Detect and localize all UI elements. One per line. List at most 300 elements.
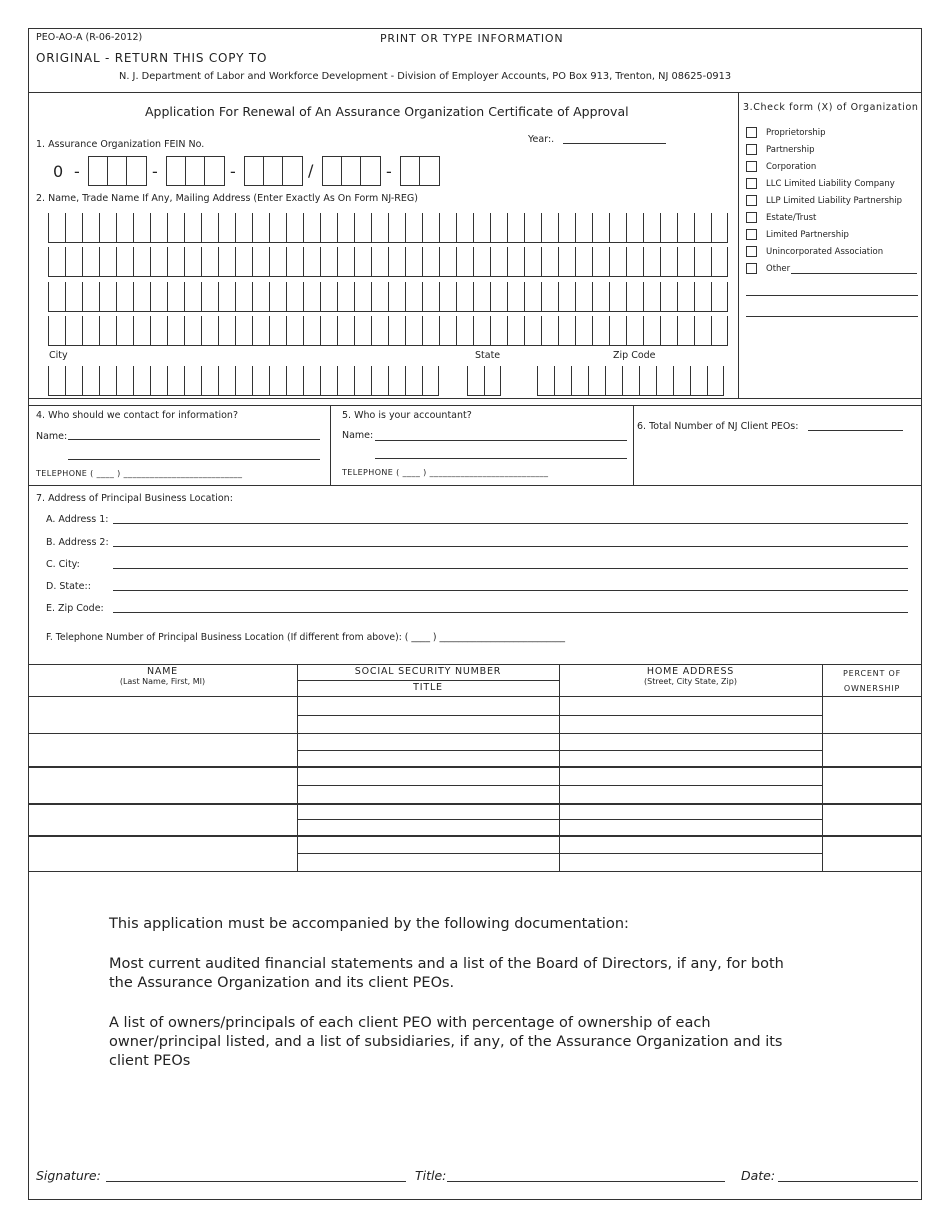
contact-name-input[interactable]: [68, 439, 320, 440]
char-cell[interactable]: [201, 247, 218, 277]
char-cell[interactable]: [558, 213, 575, 243]
char-cell[interactable]: [354, 366, 371, 396]
org-form-checkbox[interactable]: [746, 127, 757, 138]
char-cell[interactable]: [388, 366, 405, 396]
char-cell[interactable]: [252, 366, 269, 396]
signature-input[interactable]: [106, 1181, 406, 1182]
col-ssn-header: SOCIAL SECURITY NUMBER: [354, 666, 502, 677]
table-row[interactable]: [28, 835, 922, 871]
char-cell[interactable]: [626, 247, 643, 277]
org-form-option-label: Partnership: [766, 145, 815, 155]
state-cells[interactable]: [467, 366, 501, 396]
char-cell[interactable]: [575, 316, 592, 346]
org-form-option-label: Estate/Trust: [766, 213, 817, 223]
char-cell[interactable]: [150, 316, 167, 346]
char-cell[interactable]: [116, 247, 133, 277]
char-cell[interactable]: [524, 213, 541, 243]
char-cell[interactable]: [218, 316, 235, 346]
char-cell[interactable]: [184, 282, 201, 312]
char-cell[interactable]: [167, 282, 184, 312]
char-cell[interactable]: [711, 282, 728, 312]
char-cell[interactable]: [609, 213, 626, 243]
contact-name-label: Name:: [36, 431, 68, 442]
char-cell[interactable]: [65, 316, 82, 346]
char-cell[interactable]: [65, 213, 82, 243]
principal-address-field-input[interactable]: [113, 523, 908, 524]
accountant-heading: 5. Who is your accountant?: [342, 410, 472, 421]
char-cell[interactable]: [694, 282, 711, 312]
char-cell[interactable]: [337, 213, 354, 243]
char-cell[interactable]: [558, 247, 575, 277]
char-cell[interactable]: [707, 366, 724, 396]
char-cell[interactable]: [473, 316, 490, 346]
documentation-item-2: A list of owners/principals of each client PEO with percentage of ownership of each owner/principal listed, and a list of subsidiaries, if any, of the Assurance Organization and its client PEOs: [109, 1015, 783, 1069]
char-cell[interactable]: [252, 247, 269, 277]
char-cell[interactable]: [269, 282, 286, 312]
char-cell[interactable]: [388, 213, 405, 243]
form-id: PEO-AO-A (R-06-2012): [36, 32, 143, 43]
char-cell[interactable]: [456, 316, 473, 346]
char-cell[interactable]: [575, 247, 592, 277]
char-cell[interactable]: [82, 282, 99, 312]
contact-telephone[interactable]: TELEPHONE ( ____ ) ___________________________: [36, 469, 243, 478]
date-label: Date:: [741, 1168, 776, 1183]
fein-field-4[interactable]: [322, 156, 381, 186]
char-cell[interactable]: [524, 316, 541, 346]
char-cell[interactable]: [99, 366, 116, 396]
char-cell[interactable]: [337, 316, 354, 346]
char-cell[interactable]: [150, 282, 167, 312]
char-cell[interactable]: [422, 366, 439, 396]
char-cell[interactable]: [218, 213, 235, 243]
char-cell[interactable]: [99, 282, 116, 312]
char-cell[interactable]: [371, 366, 388, 396]
char-cell[interactable]: [422, 282, 439, 312]
char-cell[interactable]: [48, 213, 65, 243]
org-form-checkbox[interactable]: [746, 178, 757, 189]
char-cell[interactable]: [405, 366, 422, 396]
char-cell[interactable]: [48, 366, 65, 396]
char-cell[interactable]: [184, 247, 201, 277]
char-cell[interactable]: [541, 213, 558, 243]
char-cell[interactable]: [218, 282, 235, 312]
char-cell[interactable]: [405, 316, 422, 346]
char-cell[interactable]: [537, 366, 554, 396]
char-cell[interactable]: [711, 213, 728, 243]
char-cell[interactable]: [286, 213, 303, 243]
char-cell[interactable]: [184, 213, 201, 243]
char-cell[interactable]: [626, 316, 643, 346]
section-divider: [28, 871, 922, 872]
documentation-item-1: Most current audited financial statements and a list of the Board of Directors, if any, for both the Assurance Organization and its client PEOs.: [109, 956, 784, 991]
char-cell[interactable]: [303, 316, 320, 346]
char-cell[interactable]: [541, 247, 558, 277]
char-cell[interactable]: [677, 247, 694, 277]
char-cell[interactable]: [235, 366, 252, 396]
char-cell[interactable]: [422, 316, 439, 346]
char-cell[interactable]: [507, 213, 524, 243]
char-cell[interactable]: [609, 282, 626, 312]
accountant-name-input-2[interactable]: [375, 458, 627, 459]
fein-prefix: 0: [53, 162, 64, 181]
char-cell[interactable]: [354, 247, 371, 277]
contact-name-input-2[interactable]: [68, 459, 320, 460]
accountant-telephone[interactable]: TELEPHONE ( ____ ) ___________________________: [342, 468, 549, 477]
char-cell[interactable]: [184, 366, 201, 396]
char-cell[interactable]: [405, 247, 422, 277]
org-form-option-label: Unincorporated Association: [766, 247, 884, 257]
char-cell[interactable]: [48, 247, 65, 277]
char-cell[interactable]: [456, 213, 473, 243]
principal-address-heading: 7. Address of Principal Business Location:: [36, 493, 233, 504]
principal-address-field-input[interactable]: [113, 590, 908, 591]
char-cell[interactable]: [490, 213, 507, 243]
char-cell[interactable]: [371, 282, 388, 312]
accountant-name-label: Name:: [342, 430, 374, 441]
char-cell[interactable]: [558, 282, 575, 312]
principal-address-field-label: E. Zip Code:: [46, 603, 104, 614]
char-cell[interactable]: [660, 213, 677, 243]
org-form-checkbox[interactable]: [746, 246, 757, 257]
state-label: State: [475, 350, 501, 361]
header-divider: [28, 92, 922, 93]
char-cell[interactable]: [320, 282, 337, 312]
principal-address-field-label: B. Address 2:: [46, 537, 109, 548]
char-cell[interactable]: [354, 316, 371, 346]
char-cell[interactable]: [82, 247, 99, 277]
original-note: ORIGINAL - RETURN THIS COPY TO: [36, 51, 268, 65]
char-cell[interactable]: [388, 247, 405, 277]
char-cell[interactable]: [371, 213, 388, 243]
char-cell[interactable]: [354, 282, 371, 312]
char-cell[interactable]: [677, 316, 694, 346]
char-cell[interactable]: [626, 282, 643, 312]
section-divider: [28, 485, 922, 486]
org-form-checkbox[interactable]: [746, 229, 757, 240]
fein-dash: -: [386, 162, 392, 181]
char-cell[interactable]: [133, 366, 150, 396]
fein-field-5[interactable]: [400, 156, 440, 186]
char-cell[interactable]: [337, 366, 354, 396]
char-cell[interactable]: [639, 366, 656, 396]
name-address-label: 2. Name, Trade Name If Any, Mailing Address (Enter Exactly As On Form NJ-REG): [36, 193, 418, 204]
char-cell[interactable]: [116, 316, 133, 346]
char-cell[interactable]: [660, 316, 677, 346]
char-cell[interactable]: [456, 282, 473, 312]
char-cell[interactable]: [269, 213, 286, 243]
char-cell[interactable]: [371, 247, 388, 277]
char-cell[interactable]: [643, 316, 660, 346]
col-title-header: TITLE: [413, 682, 443, 693]
city-label: City: [49, 350, 68, 361]
char-cell[interactable]: [541, 282, 558, 312]
char-cell[interactable]: [588, 366, 605, 396]
char-cell[interactable]: [337, 247, 354, 277]
section-divider: [28, 405, 922, 406]
section-divider: [28, 398, 922, 399]
accountant-name-input[interactable]: [375, 440, 627, 441]
char-cell[interactable]: [456, 247, 473, 277]
char-cell[interactable]: [252, 316, 269, 346]
char-cell[interactable]: [524, 247, 541, 277]
char-cell[interactable]: [609, 316, 626, 346]
char-cell[interactable]: [116, 213, 133, 243]
org-form-checkbox[interactable]: [746, 144, 757, 155]
name-address-line-2[interactable]: [48, 247, 728, 277]
name-address-line-4[interactable]: [48, 316, 728, 346]
char-cell[interactable]: [235, 316, 252, 346]
char-cell[interactable]: [303, 282, 320, 312]
char-cell[interactable]: [150, 366, 167, 396]
fein-dash: -: [230, 162, 236, 181]
principal-address-field-label: C. City:: [46, 559, 80, 570]
char-cell[interactable]: [218, 366, 235, 396]
char-cell[interactable]: [439, 282, 456, 312]
char-cell[interactable]: [605, 366, 622, 396]
section-divider: [28, 664, 922, 665]
char-cell[interactable]: [507, 316, 524, 346]
char-cell[interactable]: [133, 213, 150, 243]
char-cell[interactable]: [252, 213, 269, 243]
char-cell[interactable]: [673, 366, 690, 396]
char-cell[interactable]: [48, 316, 65, 346]
org-form-option-label: Limited Partnership: [766, 230, 849, 240]
principal-telephone[interactable]: F. Telephone Number of Principal Business Location (If different from above): ( ____ ) ___________________________: [46, 632, 566, 643]
char-cell[interactable]: [99, 213, 116, 243]
char-cell[interactable]: [235, 247, 252, 277]
char-cell[interactable]: [660, 247, 677, 277]
char-cell[interactable]: [439, 213, 456, 243]
char-cell[interactable]: [99, 247, 116, 277]
char-cell[interactable]: [201, 213, 218, 243]
documentation-intro: This application must be accompanied by the following documentation:: [109, 916, 629, 932]
char-cell[interactable]: [677, 282, 694, 312]
char-cell[interactable]: [467, 366, 484, 396]
other-extra-line-2[interactable]: [746, 316, 918, 317]
char-cell[interactable]: [320, 213, 337, 243]
char-cell[interactable]: [65, 366, 82, 396]
char-cell[interactable]: [575, 213, 592, 243]
org-form-divider: [738, 92, 739, 398]
char-cell[interactable]: [133, 247, 150, 277]
org-form-option-label: LLC Limited Liability Company: [766, 179, 895, 189]
col-name-header: [28, 666, 297, 686]
principal-address-field-input[interactable]: [113, 546, 908, 547]
char-cell[interactable]: [218, 247, 235, 277]
char-cell[interactable]: [711, 316, 728, 346]
contact-heading: 4. Who should we contact for information?: [36, 410, 238, 421]
char-cell[interactable]: [150, 247, 167, 277]
char-cell[interactable]: [422, 213, 439, 243]
char-cell[interactable]: [643, 247, 660, 277]
year-label: Year:.: [528, 134, 555, 145]
char-cell[interactable]: [201, 366, 218, 396]
char-cell[interactable]: [622, 366, 639, 396]
char-cell[interactable]: [303, 366, 320, 396]
col-divider: [633, 405, 634, 485]
col-percent-header: [822, 666, 922, 696]
char-cell[interactable]: [592, 282, 609, 312]
col-name-label: NAME: [146, 666, 178, 677]
char-cell[interactable]: [201, 282, 218, 312]
department-address: N. J. Department of Labor and Workforce Development - Division of Employer Accounts, PO Box 913, Trenton, NJ 08625-0913: [119, 71, 732, 82]
char-cell[interactable]: [235, 213, 252, 243]
fein-label: 1. Assurance Organization FEIN No.: [36, 139, 205, 150]
char-cell[interactable]: [286, 366, 303, 396]
char-cell[interactable]: [643, 213, 660, 243]
char-cell[interactable]: [626, 213, 643, 243]
char-cell[interactable]: [184, 316, 201, 346]
char-cell[interactable]: [558, 316, 575, 346]
char-cell[interactable]: [116, 366, 133, 396]
principal-address-field-label: D. State::: [46, 581, 91, 592]
col-divider: [330, 405, 331, 485]
char-cell[interactable]: [422, 247, 439, 277]
form-title: Application For Renewal of An Assurance Organization Certificate of Approval: [145, 104, 629, 119]
char-cell[interactable]: [99, 316, 116, 346]
char-cell[interactable]: [507, 282, 524, 312]
col-address-label: HOME ADDRESS: [646, 666, 735, 677]
year-input[interactable]: [563, 143, 666, 144]
name-address-line-3[interactable]: [48, 282, 728, 312]
org-form-checkbox[interactable]: [746, 161, 757, 172]
char-cell[interactable]: [167, 213, 184, 243]
org-form-checkbox[interactable]: [746, 195, 757, 206]
char-cell[interactable]: [371, 316, 388, 346]
char-cell[interactable]: [150, 213, 167, 243]
char-cell[interactable]: [320, 366, 337, 396]
col-percent-label-2: OWNERSHIP: [843, 684, 901, 693]
table-row[interactable]: [28, 766, 922, 803]
char-cell[interactable]: [405, 213, 422, 243]
char-cell[interactable]: [592, 213, 609, 243]
org-form-option-label: Corporation: [766, 162, 817, 172]
char-cell[interactable]: [571, 366, 588, 396]
fein-field-3[interactable]: [244, 156, 303, 186]
char-cell[interactable]: [320, 247, 337, 277]
char-cell[interactable]: [473, 282, 490, 312]
char-cell[interactable]: [677, 213, 694, 243]
city-cells[interactable]: [48, 366, 439, 396]
char-cell[interactable]: [133, 282, 150, 312]
char-cell[interactable]: [592, 247, 609, 277]
char-cell[interactable]: [609, 247, 626, 277]
char-cell[interactable]: [490, 282, 507, 312]
principal-address-field-input[interactable]: [113, 568, 908, 569]
signature-label: Signature:: [36, 1168, 101, 1183]
char-cell[interactable]: [167, 247, 184, 277]
char-cell[interactable]: [541, 316, 558, 346]
char-cell[interactable]: [303, 213, 320, 243]
org-form-checkbox[interactable]: [746, 212, 757, 223]
fein-dash: -: [74, 162, 80, 181]
char-cell[interactable]: [167, 316, 184, 346]
char-cell[interactable]: [643, 282, 660, 312]
char-cell[interactable]: [439, 316, 456, 346]
char-cell[interactable]: [711, 247, 728, 277]
char-cell[interactable]: [575, 282, 592, 312]
total-peos-input[interactable]: [808, 430, 903, 431]
zip-cells[interactable]: [537, 366, 724, 396]
char-cell[interactable]: [524, 282, 541, 312]
char-cell[interactable]: [694, 247, 711, 277]
other-extra-line-1[interactable]: [746, 295, 918, 296]
org-form-heading: 3.Check form (X) of Organization: [743, 102, 919, 113]
char-cell[interactable]: [286, 316, 303, 346]
char-cell[interactable]: [694, 213, 711, 243]
char-cell[interactable]: [252, 282, 269, 312]
char-cell[interactable]: [286, 282, 303, 312]
char-cell[interactable]: [660, 282, 677, 312]
date-input[interactable]: [778, 1181, 918, 1182]
char-cell[interactable]: [439, 247, 456, 277]
char-cell[interactable]: [167, 366, 184, 396]
char-cell[interactable]: [388, 316, 405, 346]
char-cell[interactable]: [473, 247, 490, 277]
col-address-header: [559, 666, 822, 686]
table-row[interactable]: [28, 733, 922, 766]
fein-field-1[interactable]: [88, 156, 147, 186]
name-address-line-1[interactable]: [48, 213, 728, 243]
char-cell[interactable]: [286, 247, 303, 277]
title-input[interactable]: [447, 1181, 725, 1182]
char-cell[interactable]: [320, 316, 337, 346]
char-cell[interactable]: [592, 316, 609, 346]
table-row[interactable]: [28, 803, 922, 835]
print-note: PRINT OR TYPE INFORMATION: [380, 32, 564, 45]
char-cell[interactable]: [48, 282, 65, 312]
char-cell[interactable]: [269, 247, 286, 277]
char-cell[interactable]: [656, 366, 673, 396]
org-form-checkbox[interactable]: [746, 263, 757, 274]
fein-dash: -: [152, 162, 158, 181]
fein-slash: /: [308, 161, 314, 180]
principal-address-field-input[interactable]: [113, 612, 908, 613]
char-cell[interactable]: [484, 366, 501, 396]
char-cell[interactable]: [554, 366, 571, 396]
title-label: Title:: [415, 1168, 447, 1183]
table-row[interactable]: [28, 696, 922, 733]
char-cell[interactable]: [116, 282, 133, 312]
char-cell[interactable]: [405, 282, 422, 312]
char-cell[interactable]: [694, 316, 711, 346]
org-form-option-label: Other: [766, 264, 791, 274]
char-cell[interactable]: [337, 282, 354, 312]
fein-field-2[interactable]: [166, 156, 225, 186]
char-cell[interactable]: [235, 282, 252, 312]
char-cell[interactable]: [507, 247, 524, 277]
other-input[interactable]: [791, 273, 917, 274]
char-cell[interactable]: [133, 316, 150, 346]
char-cell[interactable]: [82, 366, 99, 396]
char-cell[interactable]: [490, 316, 507, 346]
char-cell[interactable]: [473, 213, 490, 243]
char-cell[interactable]: [388, 282, 405, 312]
char-cell[interactable]: [269, 366, 286, 396]
char-cell[interactable]: [65, 247, 82, 277]
char-cell[interactable]: [490, 247, 507, 277]
char-cell[interactable]: [303, 247, 320, 277]
char-cell[interactable]: [201, 316, 218, 346]
char-cell[interactable]: [354, 213, 371, 243]
org-form-option-label: LLP Limited Liability Partnership: [766, 196, 903, 206]
char-cell[interactable]: [269, 316, 286, 346]
char-cell[interactable]: [82, 213, 99, 243]
char-cell[interactable]: [65, 282, 82, 312]
char-cell[interactable]: [690, 366, 707, 396]
char-cell[interactable]: [82, 316, 99, 346]
total-peos-label: 6. Total Number of NJ Client PEOs:: [637, 421, 799, 432]
